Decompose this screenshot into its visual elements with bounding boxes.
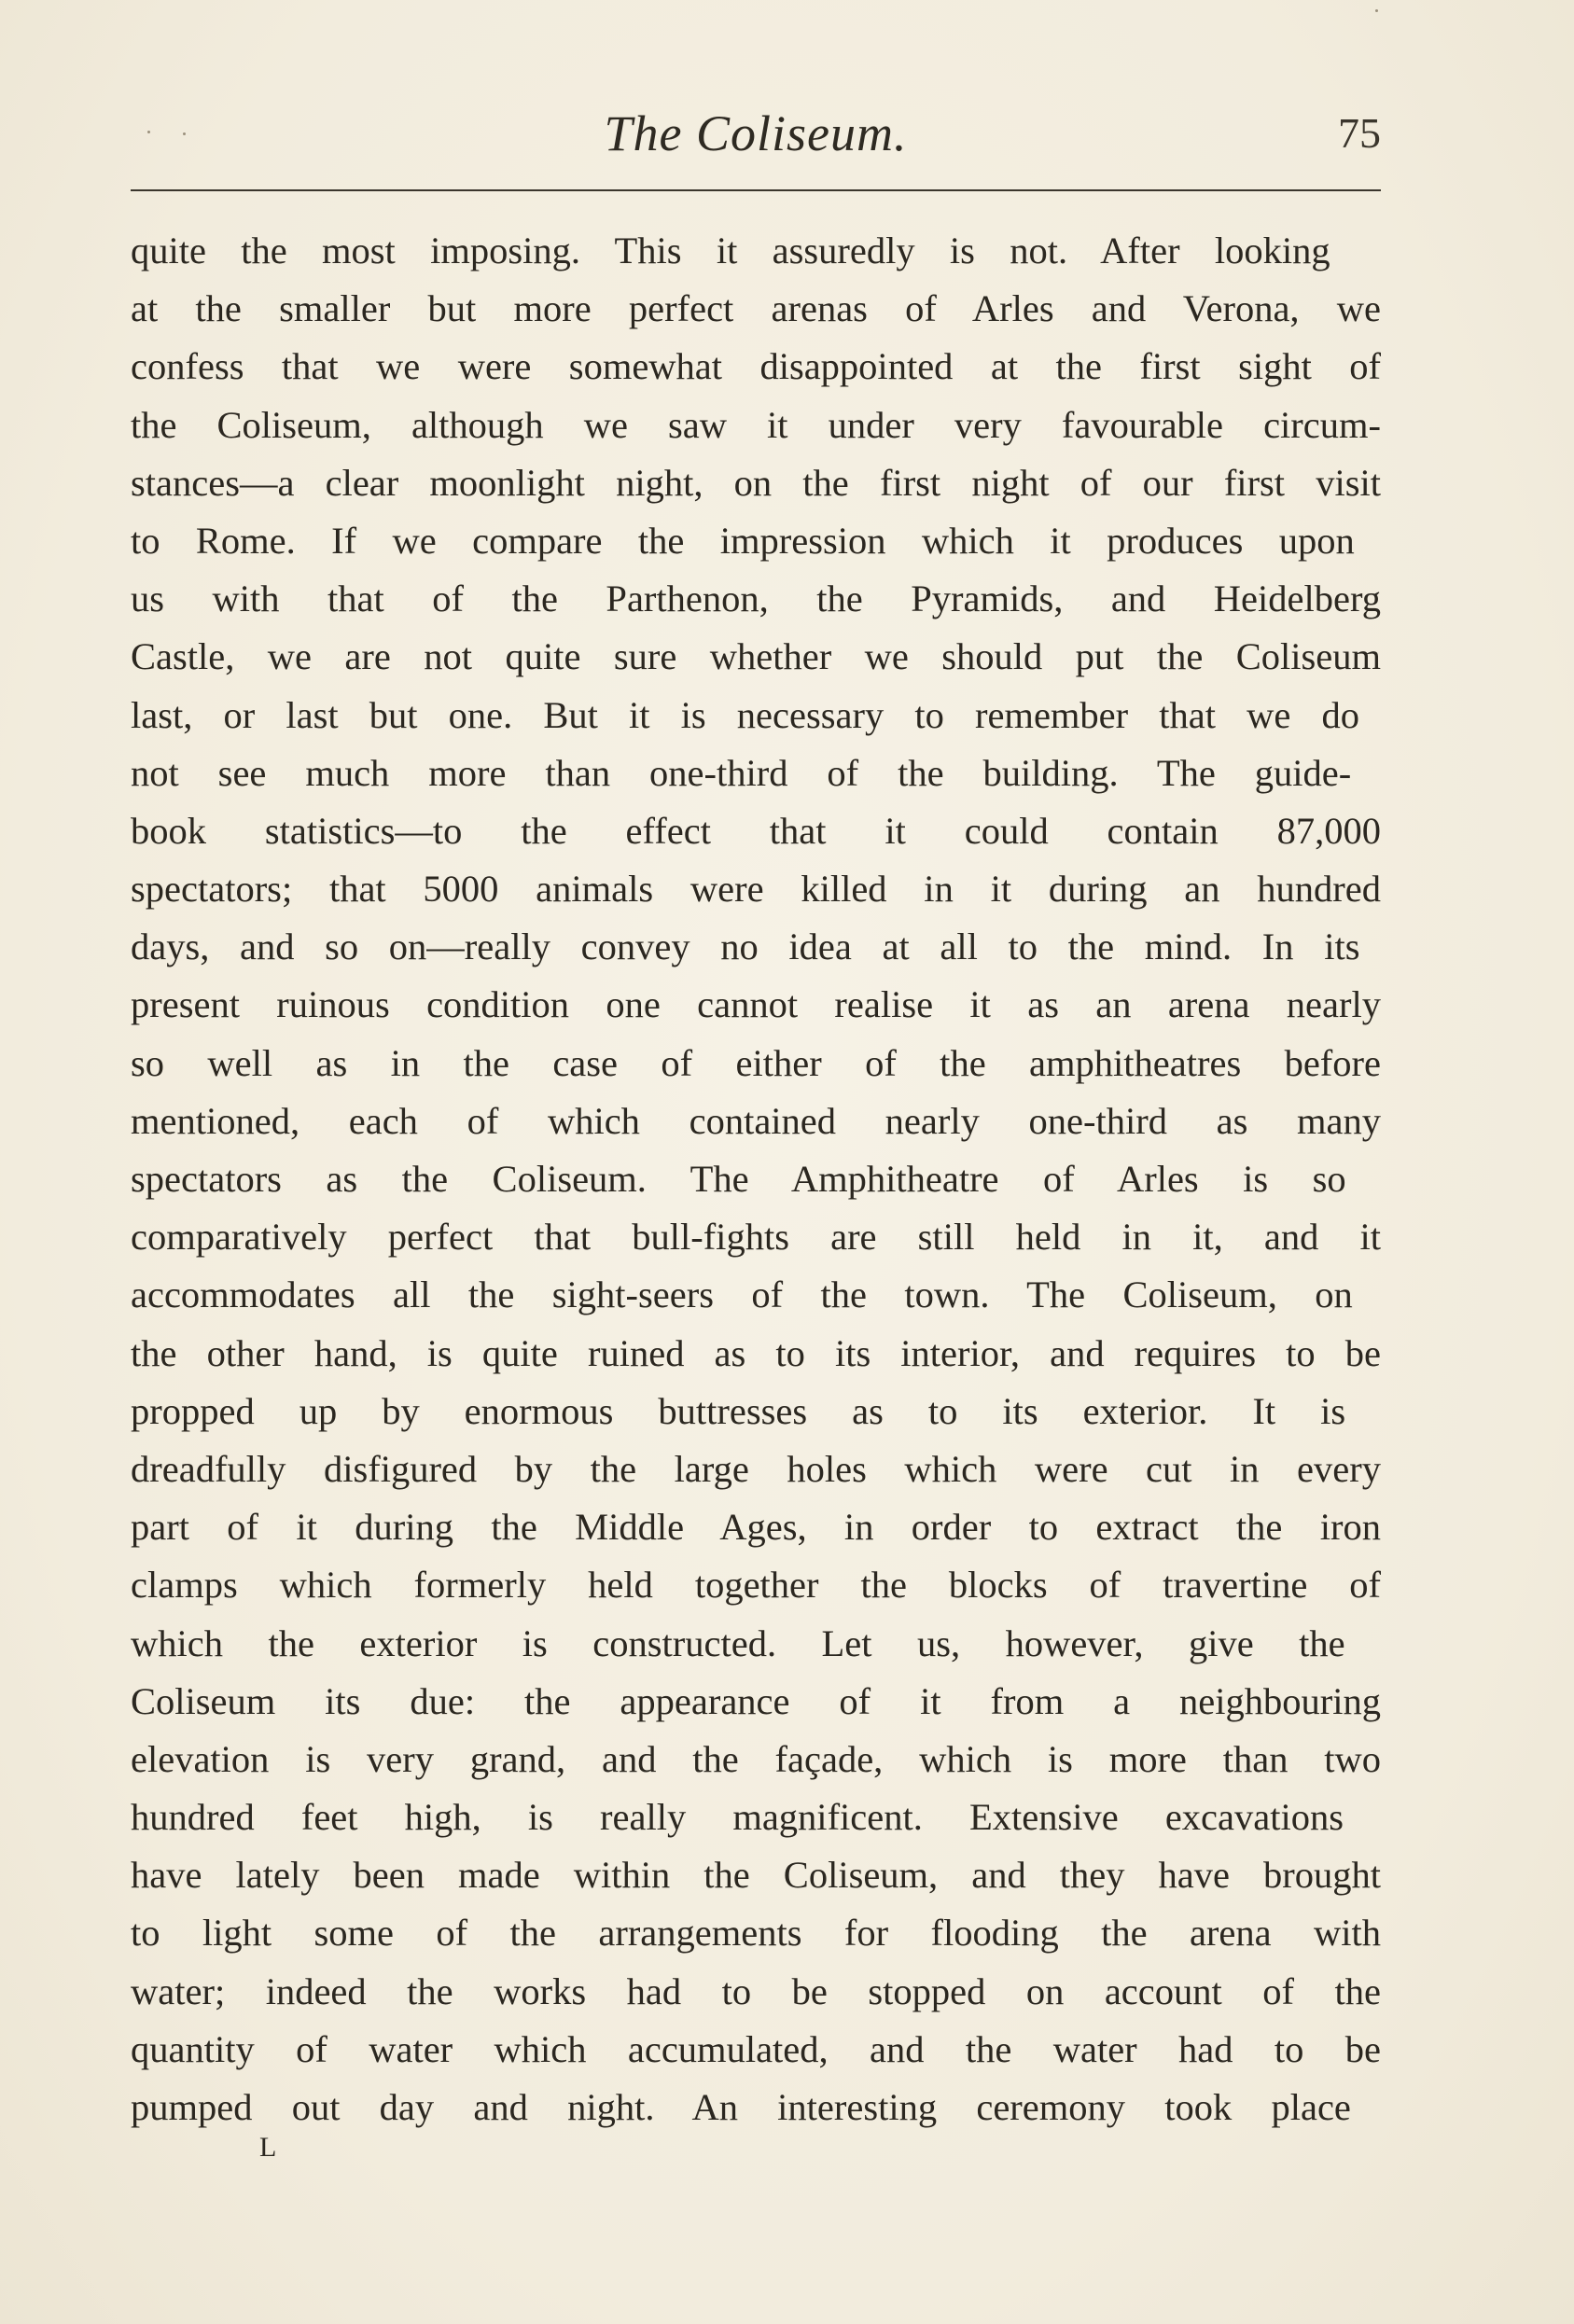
text-line: Castle, we are not quite sure whether we should put the Coliseum <box>131 635 1381 678</box>
text-line: comparatively perfect that bull-fights are still held in it, and it <box>131 1216 1381 1259</box>
text-line: stances—a clear moonlight night, on the first night of our first visit <box>131 461 1381 504</box>
text-line: Coliseum its due: the appearance of it from a neighbouring <box>131 1679 1381 1722</box>
header-rule <box>131 189 1381 191</box>
paper-speck <box>1375 9 1378 12</box>
text-line: accommodates all the sight-seers of the town. The Coliseum, on <box>131 1273 1353 1316</box>
text-line: so well as in the case of either of the amphitheatres before <box>131 1041 1381 1084</box>
paper-speck <box>147 131 150 133</box>
text-line: water; indeed the works had to be stopped on account of the <box>131 1969 1381 2012</box>
text-line: spectators; that 5000 animals were killed in it during an hundred <box>131 868 1381 911</box>
text-line: to Rome. If we compare the impression which it produces upon <box>131 519 1355 562</box>
text-line: propped up by enormous buttresses as to its exterior. It is <box>131 1389 1346 1432</box>
text-line: have lately been made within the Coliseum, and they have brought <box>131 1854 1381 1897</box>
text-line: present ruinous condition one cannot realise it as an arena nearly <box>131 983 1381 1026</box>
text-line: dreadfully disfigured by the large holes which were cut in every <box>131 1447 1381 1490</box>
text-line: not see much more than one-third of the building. The guide- <box>131 751 1352 794</box>
text-line: at the smaller but more perfect arenas of Arles and Verona, we <box>131 287 1381 330</box>
text-line: last, or last but one. But it is necessary to remember that we do <box>131 693 1359 736</box>
text-line: us with that of the Parthenon, the Pyramids, and Heidelberg <box>131 578 1381 620</box>
running-head <box>131 104 1381 179</box>
paper-speck <box>183 132 186 135</box>
text-line: confess that we were somewhat disappointed at the first sight of <box>131 345 1381 388</box>
text-line: the Coliseum, although we saw it under very favourable circum- <box>131 403 1381 446</box>
text-line: days, and so on—really convey no idea at all to the mind. In its <box>131 925 1360 968</box>
text-line: clamps which formerly held together the blocks of travertine of <box>131 1564 1381 1607</box>
text-line: mentioned, each of which contained nearly one-third as many <box>131 1099 1381 1142</box>
text-line: to light some of the arrangements for flooding the arena with <box>131 1912 1381 1955</box>
text-line: quantity of water which accumulated, and the water had to be <box>131 2027 1381 2070</box>
text-line: hundred feet high, is really magnificent. Extensive excavations <box>131 1796 1344 1839</box>
text-line: pumped out day and night. An interesting ceremony took place <box>131 2086 1351 2128</box>
text-line: part of it during the Middle Ages, in order to extract the iron <box>131 1506 1381 1549</box>
page-number: 75 <box>1338 109 1381 157</box>
text-line: which the exterior is constructed. Let us, however, give the <box>131 1621 1345 1664</box>
text-line: quite the most imposing. This it assuredly is not. After looking <box>131 230 1330 271</box>
text-line: spectators as the Coliseum. The Amphitheatre of Arles is so <box>131 1158 1346 1200</box>
text-line: the other hand, is quite ruined as to its interior, and requires to be <box>131 1331 1381 1374</box>
running-title: The Coliseum. <box>604 105 908 161</box>
text-line: elevation is very grand, and the façade, which is more than two <box>131 1737 1381 1780</box>
signature-mark: L <box>259 2132 277 2163</box>
body-text <box>131 222 1381 2136</box>
text-line: book statistics—to the effect that it could contain 87,000 <box>131 809 1381 852</box>
